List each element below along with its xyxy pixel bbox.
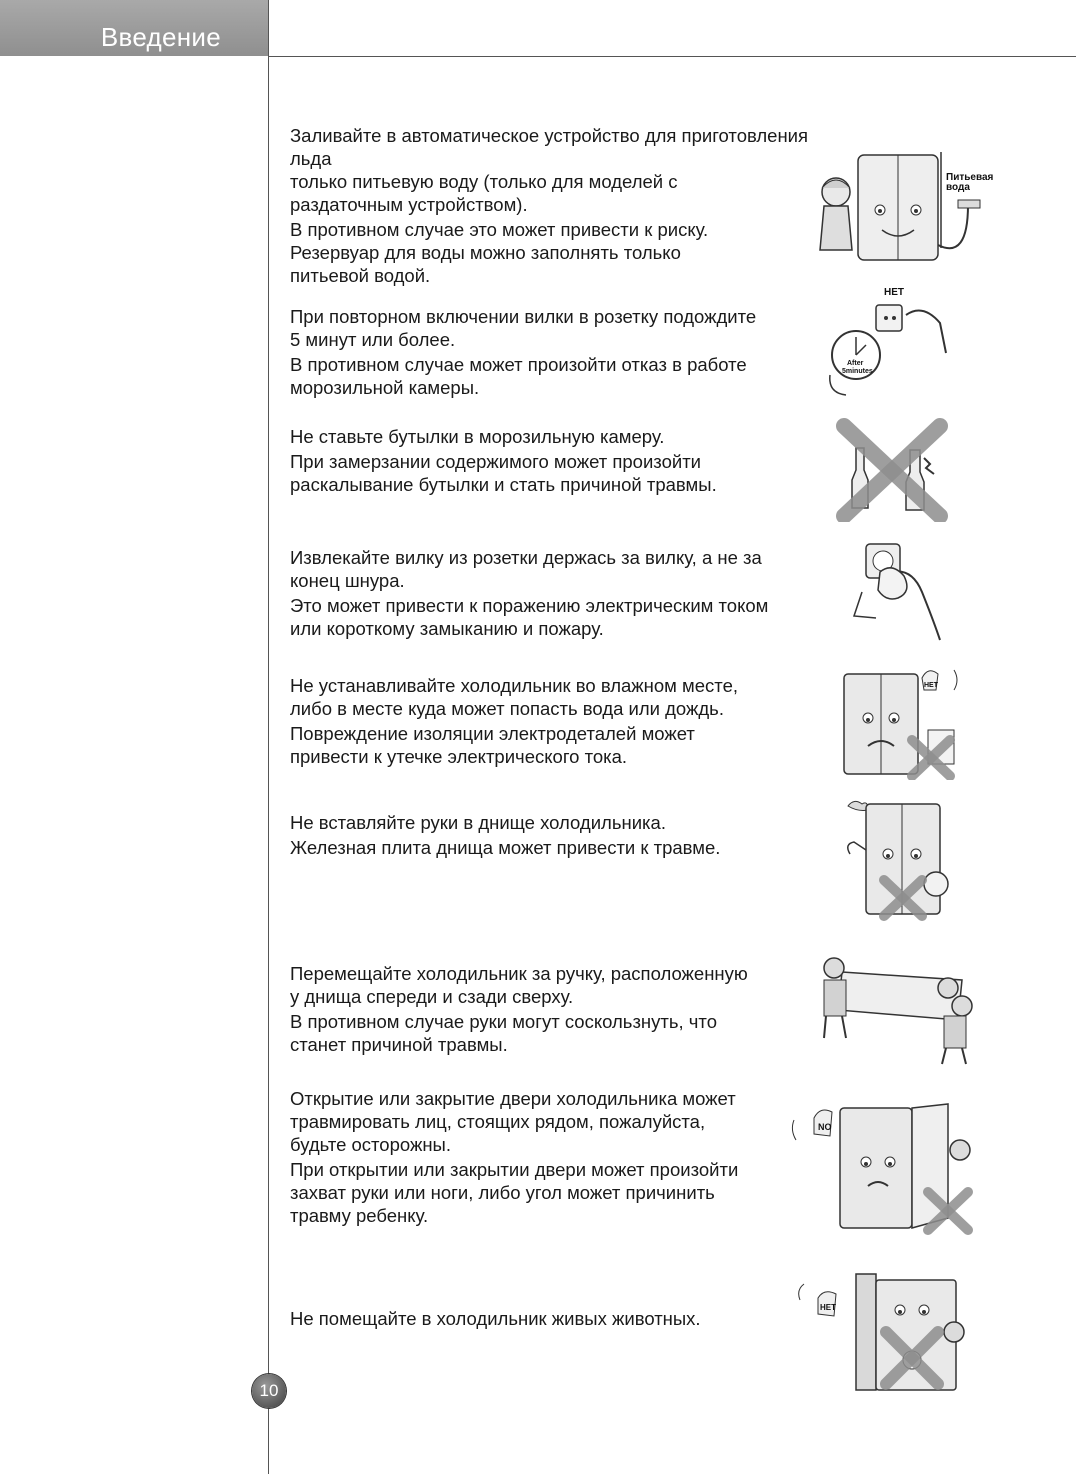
warning-text: Перемещайте холодильник за ручку, расположенную у днища спереди и сзади сверху. <box>290 963 748 1007</box>
no-label: НЕТ <box>924 682 938 689</box>
warning-text: В противном случае может произойти отказ в работе морозильной камеры. <box>290 354 747 398</box>
clock-label-after: After <box>847 360 864 367</box>
warning-text: Повреждение изоляции электродеталей может привести к утечке электрического тока. <box>290 723 695 767</box>
warning-text: В противном случае это может привести к риску. Резервуар для воды можно заполнять только питьевой водой. <box>290 219 709 286</box>
no-label: НЕТ <box>820 1303 836 1312</box>
warning-text: Железная плита днища может привести к травме. <box>290 837 721 858</box>
page-header-title: Введение <box>100 22 221 52</box>
warning-text: Не устанавливайте холодильник во влажном месте, либо в месте куда может попасть вода или дождь. <box>290 675 738 719</box>
warning-text: При повторном включении вилки в розетку подождите 5 минут или более. <box>290 306 757 350</box>
animals-illustration <box>796 1270 976 1394</box>
warning-door <box>290 1087 835 1227</box>
bottom-plate-illustration <box>844 798 960 922</box>
warning-drinking-water <box>290 124 835 287</box>
warning-text: При замерзании содержимого может произойти раскалывание бутылки и стать причиной травмы. <box>290 451 717 495</box>
warning-text: Не ставьте бутылки в морозильную камеру. <box>290 426 665 447</box>
warning-unplug <box>290 546 835 640</box>
warning-text: При открытии или закрытии двери может произойти захват руки или ноги, либо угол может причинить травму ребенку. <box>290 1159 739 1226</box>
no-label: NO <box>818 1122 832 1132</box>
warning-text: В противном случае руки могут соскользнуть, что станет причиной травмы. <box>290 1011 717 1055</box>
warning-text: Не вставляйте руки в днище холодильника. <box>290 812 666 833</box>
drinking-water-label-1: Питьевая <box>946 172 994 183</box>
warning-text: Это может привести к поражению электрическим током или короткому замыканию и пожару. <box>290 595 769 639</box>
door-illustration <box>788 1100 978 1238</box>
warning-text: Заливайте в автоматическое устройство для приготовления льда только питьевую воду (только для моделей с раздаточным устройством). <box>290 125 809 215</box>
page-number: 10 <box>252 1374 286 1408</box>
no-label: НЕТ <box>884 287 904 298</box>
warning-text: Не помещайте в холодильник живых животных. <box>290 1308 701 1329</box>
drinking-water-label-2: вода <box>946 182 970 193</box>
drinking-water-illustration <box>808 150 1008 270</box>
warning-moving <box>290 962 835 1056</box>
moisture-illustration <box>836 660 966 780</box>
header-rule <box>269 56 1076 57</box>
warning-bottom-plate <box>290 811 835 859</box>
warning-text: Извлекайте вилку из розетки держась за вилку, а не за конец шнура. <box>290 547 762 591</box>
warning-animals <box>290 1307 835 1330</box>
header-tab <box>0 0 269 56</box>
plug-wait-illustration <box>828 283 950 401</box>
margin-rule <box>268 0 269 1474</box>
warning-text: Открытие или закрытие двери холодильника может травмировать лиц, стоящих рядом, пожалуйста, будьте осторожны. <box>290 1088 736 1155</box>
warning-moisture <box>290 674 835 768</box>
warning-bottles <box>290 425 835 496</box>
clock-label-minutes: 5minutes <box>842 368 873 375</box>
bottles-illustration <box>836 418 952 522</box>
warning-plug-wait <box>290 305 835 399</box>
moving-illustration <box>812 950 978 1068</box>
unplug-illustration <box>852 532 942 644</box>
